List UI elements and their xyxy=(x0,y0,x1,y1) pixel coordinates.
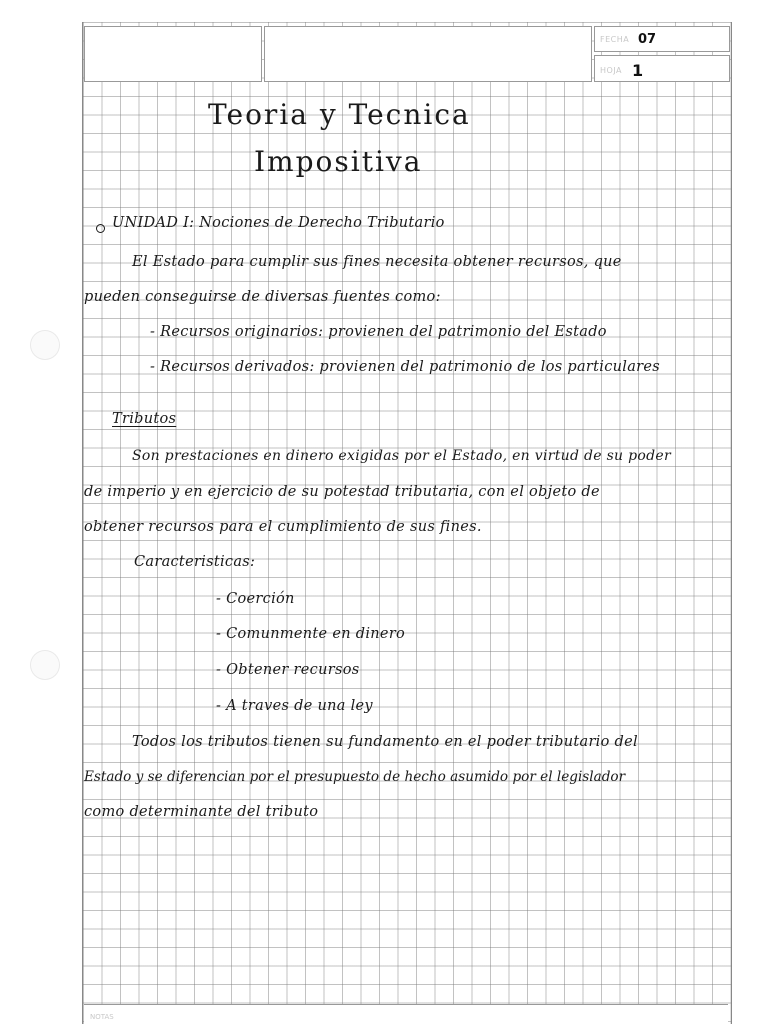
bullet-dot-icon xyxy=(96,224,105,233)
hoja-value: 1 xyxy=(632,61,644,80)
footer-notes-label: NOTAS xyxy=(90,1013,114,1021)
closing-line-3: como determinante del tributo xyxy=(84,804,319,820)
characteristic-item: - A traves de una ley xyxy=(216,698,373,714)
fecha-value: 07 xyxy=(638,32,657,47)
page-title-line2: Impositiva xyxy=(254,145,423,178)
characteristics-heading: Caracteristicas: xyxy=(134,554,256,570)
punch-hole-mark xyxy=(30,330,60,360)
punch-hole-mark xyxy=(30,650,60,680)
characteristic-item: - Coerción xyxy=(216,591,295,607)
footer-notes-box xyxy=(84,1004,728,1025)
unit-heading: UNIDAD I: Nociones de Derecho Tributario xyxy=(112,215,445,231)
hoja-label: HOJA xyxy=(600,66,623,75)
definition-line-2: de imperio y en ejercicio de su potestad tributaria, con el objeto de xyxy=(84,484,600,500)
definition-line-1: Son prestaciones en dinero exigidas por el Estado, en virtud de su poder xyxy=(132,448,671,464)
intro-line-2: pueden conseguirse de diversas fuentes como: xyxy=(84,289,441,305)
header-box-left xyxy=(84,26,262,82)
closing-line-1: Todos los tributos tienen su fundamento en el poder tributario del xyxy=(132,734,638,750)
page-title-line1: Teoria y Tecnica xyxy=(208,98,471,131)
resource-item-originarios: - Recursos originarios: provienen del patrimonio del Estado xyxy=(150,324,607,340)
intro-line-1: El Estado para cumplir sus fines necesita obtener recursos, que xyxy=(132,254,622,270)
closing-line-2: Estado y se diferencian por el presupuesto de hecho asumido por el legislador xyxy=(84,769,626,785)
fecha-label: FECHA xyxy=(600,35,630,44)
header-box-middle xyxy=(264,26,592,82)
definition-line-3: obtener recursos para el cumplimiento de sus fines. xyxy=(84,519,482,535)
characteristic-item: - Comunmente en dinero xyxy=(216,626,406,642)
section-heading-tributos: Tributos xyxy=(112,411,177,427)
characteristic-item: - Obtener recursos xyxy=(216,662,360,678)
resource-item-derivados: - Recursos derivados: provienen del patrimonio de los particulares xyxy=(150,359,660,375)
